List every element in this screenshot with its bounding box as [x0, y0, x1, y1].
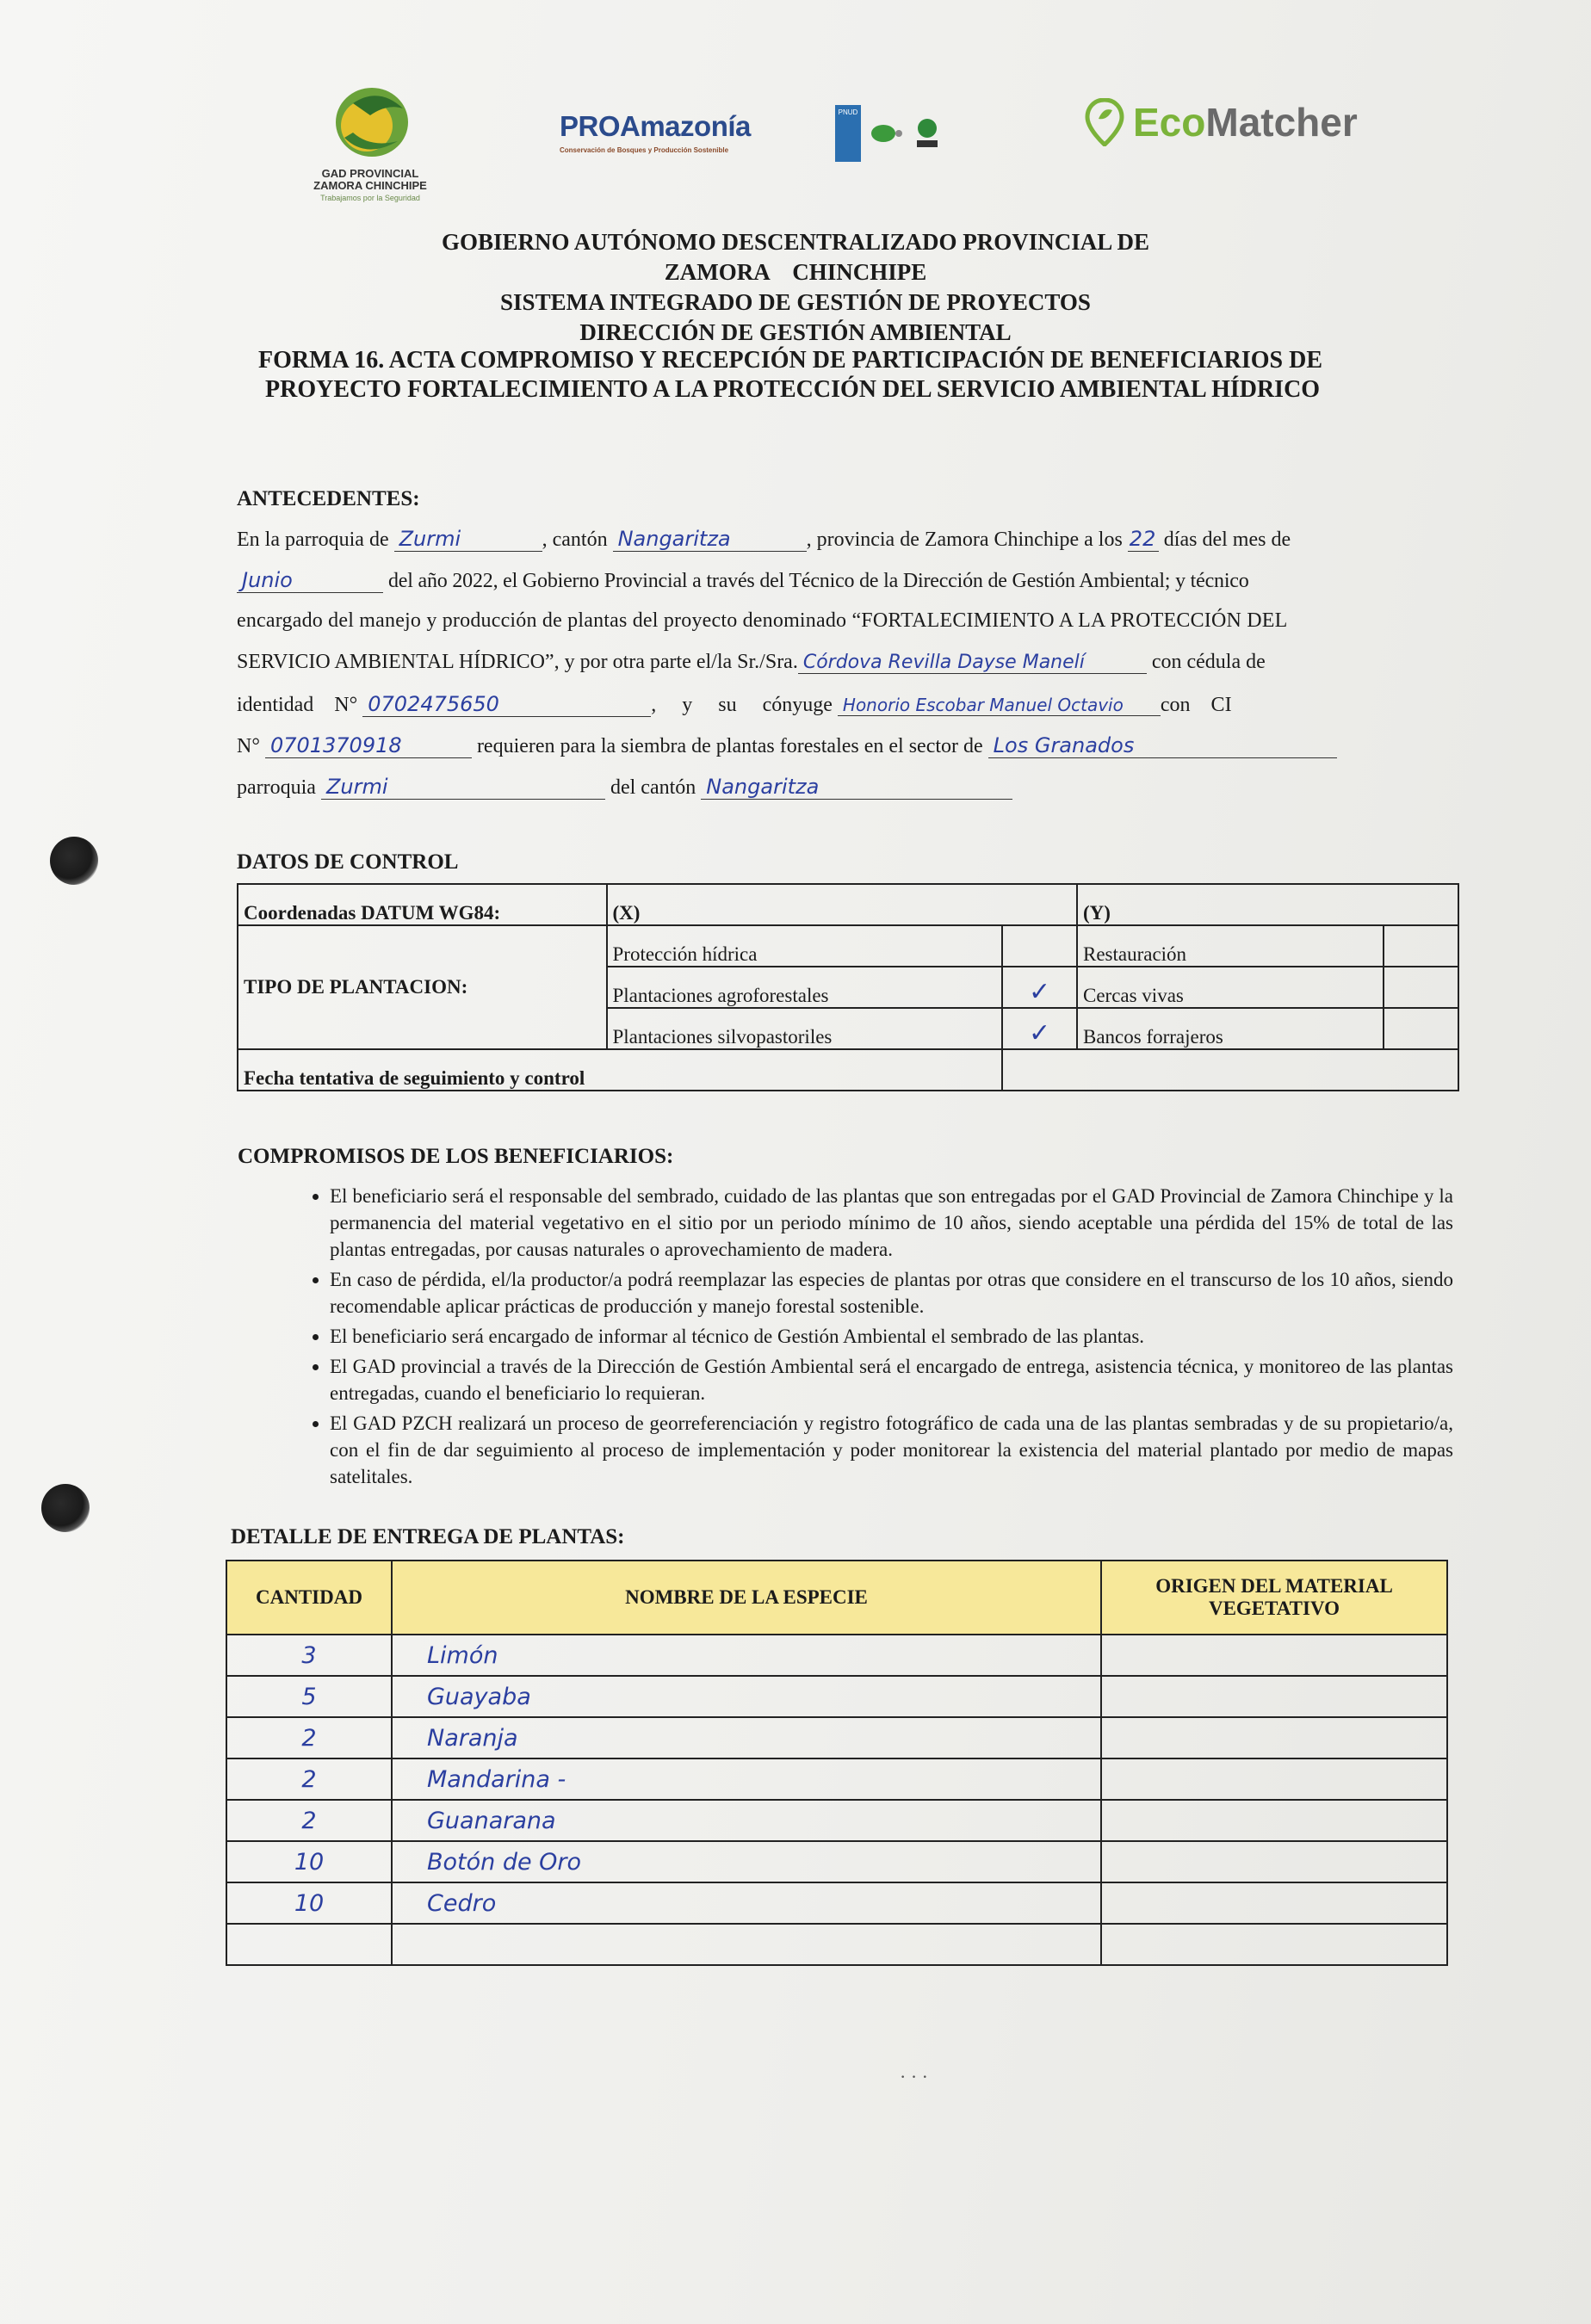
text: N° — [237, 735, 260, 757]
coord-y-field[interactable]: (Y) — [1077, 884, 1458, 925]
text: encargado del manejo y producción de plantas del proyecto denominado “FORTALECIMIENTO A LA PROTECCIÓN DEL — [237, 609, 1288, 632]
origen-cell[interactable] — [1101, 1676, 1447, 1717]
gad-emblem-icon — [319, 77, 422, 164]
parroquia2-field[interactable]: Zurmi — [321, 775, 605, 800]
compromiso-item: • El beneficiario será encargado de informar al técnico de Gestión Ambiental el sembrado de las plantas. — [330, 1323, 1453, 1350]
text: , provincia de Zamora Chinchipe a los — [806, 528, 1123, 551]
gad-logo-subtitle: Trabajamos por la Seguridad — [320, 194, 420, 202]
origen-cell[interactable] — [1101, 1635, 1447, 1676]
cantidad-cell[interactable]: 10 — [226, 1882, 392, 1924]
compromiso-item: • En caso de pérdida, el/la productor/a podrá reemplazar las especies de plantas por otras que considere en el transcurso de los 10 años, siendo recomendable aplicar prácticas de producción y manejo forestal sostenible. — [330, 1266, 1453, 1320]
text: parroquia — [237, 776, 316, 799]
table-row — [226, 1758, 1447, 1800]
especie-cell[interactable]: Limón — [392, 1635, 1101, 1676]
table-row — [226, 1882, 1447, 1924]
opt-cercas-vivas: Cercas vivas — [1077, 967, 1384, 1008]
stray-marks: · · · — [900, 2066, 928, 2087]
compromiso-item: • El beneficiario será el responsable del sembrado, cuidado de las plantas que son entregadas por el GAD Provincial de Zamora Chinchipe y la permanencia del material vegetativo en el sitio por un periodo mínimo de 10 años, siendo aceptable una pérdida del 15% de total de las plantas entregadas, por causas naturales o aprovechamiento de madera. — [330, 1183, 1453, 1263]
entrega-heading: DETALLE DE ENTREGA DE PLANTAS: — [231, 1525, 625, 1548]
text: del año 2022, el Gobierno Provincial a través del Técnico de la Dirección de Gestión Ambiental; y técnico — [388, 570, 1249, 592]
table-row — [226, 1924, 1447, 1965]
antecedentes-heading: ANTECEDENTES: — [237, 487, 420, 510]
compromiso-item: • El GAD provincial a través de la Dirección de Gestión Ambiental será el encargado de entrega, asistencia técnica, y monitoreo de las plantas entregadas, cuando el beneficiario lo requieran. — [330, 1353, 1453, 1406]
cantidad-cell[interactable]: 2 — [226, 1717, 392, 1758]
text: días del mes de — [1163, 528, 1291, 551]
gad-zamora-logo — [301, 77, 439, 207]
coord-x-field[interactable]: (X) — [607, 884, 1077, 925]
origen-cell[interactable] — [1101, 1841, 1447, 1882]
form-title — [258, 346, 1395, 405]
table-row — [226, 1635, 1447, 1676]
undp-logo: PNUD — [835, 105, 861, 162]
antecedentes-paragraph — [237, 527, 1412, 811]
text: con CI — [1160, 694, 1232, 716]
header-logos — [293, 77, 1429, 207]
table-row — [226, 1841, 1447, 1882]
opt-agroforestales: Plantaciones agroforestales — [607, 967, 1003, 1008]
text: requieren para la siembra de plantas forestales en el sector de — [476, 735, 983, 757]
title-line-2: ZAMORA CHINCHIPE — [664, 259, 927, 285]
text: , y su cónyuge — [651, 694, 833, 716]
partner-logos — [835, 105, 942, 162]
table-row — [226, 1676, 1447, 1717]
conyuge-field[interactable]: Honorio Escobar Manuel Octavio — [838, 695, 1161, 716]
cantidad-cell[interactable]: 10 — [226, 1841, 392, 1882]
ecomatcher-pin-icon — [1085, 98, 1124, 146]
opt-bancos-forrajeros: Bancos forrajeros — [1077, 1008, 1384, 1049]
origen-cell[interactable] — [1101, 1758, 1447, 1800]
text: identidad N° — [237, 694, 358, 716]
text: con cédula de — [1151, 651, 1266, 673]
ecomatcher-name: EcoMatcher — [1133, 100, 1358, 145]
proamazonia-logo — [560, 110, 751, 154]
compromisos-list — [288, 1183, 1453, 1493]
gad-logo-text: GAD PROVINCIAL ZAMORA CHINCHIPE — [313, 167, 427, 192]
title-line-1: GOBIERNO AUTÓNOMO DESCENTRALIZADO PROVINCIAL DE — [441, 229, 1150, 255]
check-cercas-vivas[interactable] — [1384, 967, 1458, 1008]
compromiso-item: • El GAD PZCH realizará un proceso de georreferenciación y registro fotográfico de cada una de las plantas sembradas y de su propietario/a, con el fin de dar seguimiento al proceso de implementación y poder monitorear la existencia del material plantado por medio de mapas satelitales. — [330, 1410, 1453, 1490]
gef-logo-icon — [913, 116, 942, 151]
especie-cell[interactable]: Cedro — [392, 1882, 1101, 1924]
fecha-seguimiento-label: Fecha tentativa de seguimiento y control — [238, 1049, 1002, 1091]
opt-restauracion: Restauración — [1077, 925, 1384, 967]
cantidad-cell[interactable]: 3 — [226, 1635, 392, 1676]
title-line-3: SISTEMA INTEGRADO DE GESTIÓN DE PROYECTOS — [500, 289, 1091, 315]
col-cantidad: CANTIDAD — [226, 1561, 392, 1635]
proamazonia-name: PROAmazonía — [560, 110, 751, 142]
ecomatcher-logo — [1085, 98, 1358, 146]
punch-hole — [50, 837, 98, 885]
col-origen: ORIGEN DEL MATERIAL VEGETATIVO — [1101, 1561, 1447, 1635]
ci-conyuge-field[interactable]: 0701370918 — [265, 733, 472, 758]
fecha-seguimiento-field[interactable] — [1002, 1049, 1458, 1091]
cantidad-cell[interactable]: 5 — [226, 1676, 392, 1717]
opt-silvopastoriles: Plantaciones silvopastoriles — [607, 1008, 1003, 1049]
beneficiario-field[interactable]: Córdova Revilla Dayse Manelí — [798, 652, 1147, 674]
cantidad-cell[interactable]: 2 — [226, 1800, 392, 1841]
text: SERVICIO AMBIENTAL HÍDRICO”, y por otra parte el/la Sr./Sra. — [237, 651, 798, 673]
document-titles — [0, 227, 1591, 348]
text: del cantón — [610, 776, 696, 799]
cantidad-cell[interactable] — [226, 1924, 392, 1965]
col-especie: NOMBRE DE LA ESPECIE — [392, 1561, 1101, 1635]
cantidad-cell[interactable]: 2 — [226, 1758, 392, 1800]
table-row — [226, 1800, 1447, 1841]
origen-cell[interactable] — [1101, 1800, 1447, 1841]
text: , cantón — [542, 528, 608, 551]
canton2-field[interactable]: Nangaritza — [701, 775, 1012, 800]
check-proteccion-hidrica[interactable] — [1002, 925, 1077, 967]
especie-cell[interactable]: Naranja — [392, 1717, 1101, 1758]
check-bancos-forrajeros[interactable] — [1384, 1008, 1458, 1049]
especie-cell[interactable]: Botón de Oro — [392, 1841, 1101, 1882]
canton-field[interactable]: Nangaritza — [613, 527, 807, 552]
origen-cell[interactable] — [1101, 1924, 1447, 1965]
coord-label: Coordenadas DATUM WG84: — [238, 884, 607, 925]
tipo-plantacion-label: TIPO DE PLANTACION: — [238, 925, 607, 1049]
especie-cell[interactable]: Mandarina - — [392, 1758, 1101, 1800]
origen-cell[interactable] — [1101, 1717, 1447, 1758]
title-line-4: DIRECCIÓN DE GESTIÓN AMBIENTAL — [579, 319, 1012, 345]
compromisos-heading: COMPROMISOS DE LOS BENEFICIARIOS: — [238, 1145, 674, 1168]
proamazonia-subtitle: Conservación de Bosques y Producción Sostenible — [560, 146, 729, 154]
form-title-line-1: FORMA 16. ACTA COMPROMISO Y RECEPCIÓN DE PARTICIPACIÓN DE BENEFICIARIOS DE — [258, 347, 1323, 374]
check-silvopastoriles[interactable]: ✓ — [1002, 1008, 1077, 1049]
especie-cell[interactable]: Guanarana — [392, 1800, 1101, 1841]
partner-leaf-icon — [870, 121, 904, 146]
check-restauracion[interactable] — [1384, 925, 1458, 967]
control-table — [237, 883, 1459, 1091]
check-agroforestales[interactable]: ✓ — [1002, 967, 1077, 1008]
parroquia-field[interactable]: Zurmi — [394, 527, 542, 552]
especie-cell[interactable] — [392, 1924, 1101, 1965]
datos-control-heading: DATOS DE CONTROL — [237, 850, 459, 874]
form-title-line-2: PROYECTO FORTALECIMIENTO A LA PROTECCIÓN DEL SERVICIO AMBIENTAL HÍDRICO — [265, 376, 1321, 403]
sector-field[interactable]: Los Granados — [988, 733, 1337, 758]
dia-field[interactable]: 22 — [1128, 527, 1159, 552]
origen-cell[interactable] — [1101, 1882, 1447, 1924]
mes-field[interactable]: Junio — [237, 568, 383, 593]
punch-hole — [41, 1484, 90, 1532]
cedula-field[interactable]: 0702475650 — [362, 692, 651, 717]
table-row — [226, 1717, 1447, 1758]
plants-table — [226, 1560, 1448, 1966]
especie-cell[interactable]: Guayaba — [392, 1676, 1101, 1717]
opt-proteccion-hidrica: Protección hídrica — [607, 925, 1003, 967]
text: En la parroquia de — [237, 528, 389, 551]
